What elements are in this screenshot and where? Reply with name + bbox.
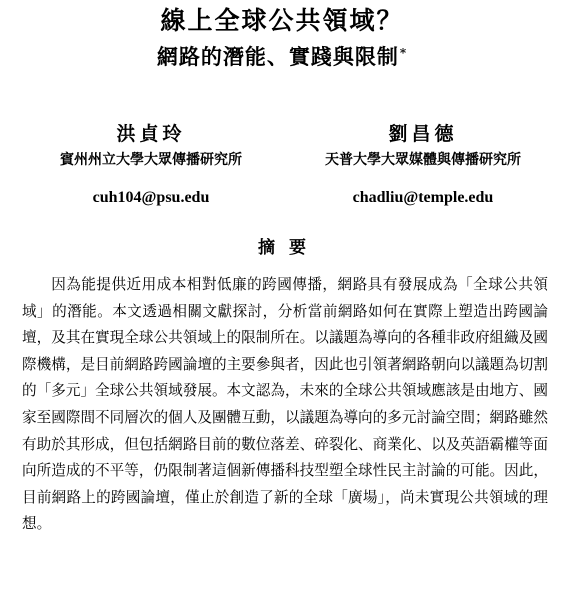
abstract-heading: 摘要 [258,238,320,258]
paper-title: 線上全球公共領域？ [160,6,404,35]
abstract-body: 因為能提供近用成本相對低廉的跨國傳播，網路具有發展成為「全球公共領域」的潛能。本文透過相關文獻探討，分析當前網路如何在實際上塑造出跨國論壇，及其在實現全球公共領域上的限制所在。以議題為導向的各種非政府組織及國際機構，是目前網路跨國論壇的主要參與者，因此也引領著網路朝向以議題為切割的「多元」全球公共領域發展。本文認為，未來的全球公共領域應該是由地方、國家至國際間不同層次的個人及團體互動，以議題為導向的多元討論空間；網路雖然有助於其形成，但包括網路目前的數位落差、碎裂化、商業化、以及英語霸權等面向所造成的不平等，仍限制著這個新傳播科技型塑全球性民主討論的可能。因此，目前網路上的跨國論壇，僅止於創造了新的全球「廣場」，尚未實現公共領域的理想。 [22,276,548,533]
author-affiliation: 天普大學大眾媒體與傳播研究所 [325,152,521,168]
author-affiliation: 賓州州立大學大眾傳播研究所 [60,152,242,168]
author-email: cuh104@psu.edu [92,189,210,206]
footnote-mark: * [399,46,408,60]
paper-subtitle [0,42,564,72]
paper-subtitle-text: 網路的潛能、實踐與限制 [156,44,399,69]
author-name: 劉昌德 [388,123,458,145]
author-name: 洪貞玲 [116,123,186,145]
author-email: chadliu@temple.edu [352,189,494,206]
